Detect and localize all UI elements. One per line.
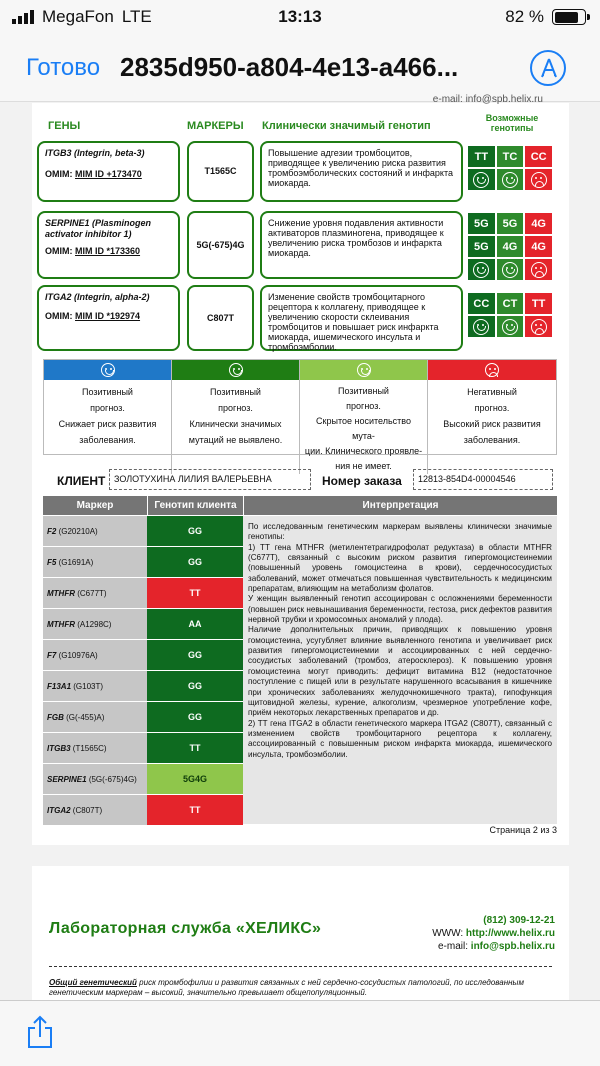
header-markers: МАРКЕРЫ xyxy=(187,120,244,132)
client-row xyxy=(43,468,557,492)
table-header-interpretation: Интерпретация xyxy=(244,496,557,515)
lab-contacts: (812) 309-12-21 WWW: http://www.helix.ru e-mail: info@spb.helix.ru xyxy=(432,915,555,952)
omim-link[interactable]: MIM ID *192974 xyxy=(75,311,141,321)
document-title: 2835d950-a804-4e13-a466... xyxy=(120,52,459,82)
marker-box: T1565C xyxy=(187,141,254,202)
order-number-field: 12813-854D4-00004546 xyxy=(413,469,553,490)
marker-box: 5G(-675)4G xyxy=(187,211,254,279)
gene-box-itga2: ITGA2 (Integrin, alpha-2) OMIM: MIM ID *192974 xyxy=(37,285,180,351)
sad-face-icon xyxy=(531,319,547,335)
table-row-genotype: GG xyxy=(147,547,243,578)
description-box: Снижение уровня подавления активности активаторов плазминогена, приводящее к увеличению риска тромбозов и инфаркта миокарда. xyxy=(260,211,463,279)
legend-col: Позитивный прогноз. Снижает риск развития заболевания. xyxy=(44,360,172,474)
document-page-2 xyxy=(32,94,569,845)
risk-summary: Общий генетический риск тромбофилии и развития связанных с ней сердечно-сосудистых патологий, по исследованным генетическим маркерам – высокий, значительно превышает общепопуляционный. xyxy=(49,978,524,997)
description-box: Повышение адгезии тромбоцитов, приводящее к увеличению риска развития тромбоэмболических состояний и инфаркта миокарда. xyxy=(260,141,463,202)
description-box: Изменение свойств тромбоцитарного рецептора к коллагену, приводящее к увеличению скорости склеивания тромбоцитов и повышает риск инфаркта миокарда, ишемического инсульта и тромбоэмболии. xyxy=(260,285,463,351)
table-row-marker: ITGA2 (C807T) xyxy=(43,795,147,826)
website-link[interactable]: http://www.helix.ru xyxy=(465,928,555,939)
omim-link[interactable]: MIM ID +173470 xyxy=(75,169,142,179)
order-label: Номер заказа xyxy=(322,474,402,488)
table-row-genotype: TT xyxy=(147,578,243,609)
legend-col: Позитивный прогноз. Скрытое носительство мута- ции. Клинического проявле- ния не имеет. xyxy=(300,360,428,474)
table-row-marker: F13A1 (G103T) xyxy=(43,671,147,702)
page-number: Страница 2 из 3 xyxy=(489,825,557,835)
lab-name: Лабораторная служба «ХЕЛИКС» xyxy=(49,920,322,937)
clock: 13:13 xyxy=(278,7,322,26)
done-button[interactable]: Готово xyxy=(26,54,101,81)
table-row-marker: SERPINE1 (5G(-675)4G) xyxy=(43,764,147,795)
table-row-marker: F5 (G1691A) xyxy=(43,547,147,578)
table-header-genotype: Генотип клиента xyxy=(148,496,243,515)
table-row-genotype: 5G4G xyxy=(147,764,243,795)
network-type: LTE xyxy=(121,7,152,26)
table-row-genotype: AA xyxy=(147,609,243,640)
client-label: КЛИЕНТ xyxy=(57,474,106,488)
share-icon[interactable] xyxy=(26,1015,54,1049)
table-row-genotype: GG xyxy=(147,640,243,671)
sad-face-icon xyxy=(531,172,547,188)
happy-face-icon xyxy=(473,172,489,188)
table-row-marker: MTHFR (A1298C) xyxy=(43,609,147,640)
legend-col: Позитивный прогноз. Клинически значимых мутаций не выявлено. xyxy=(172,360,300,474)
email-link[interactable]: info@spb.helix.ru xyxy=(470,941,555,952)
omim-link[interactable]: MIM ID *173360 xyxy=(75,246,141,256)
battery-percent: 82 % xyxy=(505,7,544,26)
happy-face-icon xyxy=(502,262,518,278)
genotype-grid: CC CT TT xyxy=(468,293,552,337)
gene-box-serpine1: SERPINE1 (Plasminogen activator inhibitor 1) OMIM: MIM ID *173360 xyxy=(37,211,180,279)
happy-face-icon xyxy=(229,363,243,377)
happy-face-icon xyxy=(473,262,489,278)
table-row-genotype: GG xyxy=(147,702,243,733)
header-possible-genotypes: Возможные генотипы xyxy=(485,113,539,133)
table-row-marker: ITGB3 (T1565C) xyxy=(43,733,147,764)
table-row-marker: F7 (G10976A) xyxy=(43,640,147,671)
gene-box-itgb3: ITGB3 (Integrin, beta-3) OMIM: MIM ID +173470 xyxy=(37,141,180,202)
table-row-genotype: GG xyxy=(147,516,243,547)
divider xyxy=(49,966,552,967)
marker-box: C807T xyxy=(187,285,254,351)
table-header-marker: Маркер xyxy=(43,496,147,515)
legend-col: Негативный прогноз. Высокий риск развития заболевания. xyxy=(428,360,556,474)
happy-face-icon xyxy=(502,319,518,335)
happy-face-icon xyxy=(473,319,489,335)
genotype-grid: 5G 5G 4G 5G 4G 4G xyxy=(468,213,552,280)
prognosis-legend xyxy=(43,359,557,471)
page-header-email: e-mail: info@spb.helix.ru xyxy=(432,94,543,105)
carrier-name: MegaFon xyxy=(42,7,114,26)
markup-icon[interactable] xyxy=(530,50,566,86)
bottom-toolbar xyxy=(0,1000,600,1066)
happy-face-icon xyxy=(101,363,115,377)
genotype-grid: TT TC CC xyxy=(468,146,552,190)
interpretation-text: По исследованным генетическим маркерам выявлены клинически значимые генотипы: 1) TT гена MTHFR (метилентетрагидрофолат редуктаза) в области MTHFR (C677T), связанный с высоким риском развития гипергомоцистеинемии (повышенный уровень гомоцистеина в крови), сердечнососудистых заболеваний, может отмечаться повышенная чувствительность к медицинским препаратам, влияющим на метаболизм фолатов. У женщин выявленный генотип ассоциирован с осложнениями беременности (повышен риск невынашивания беременности, гестоза, риск дефектов развития нервной трубки и хромосомных аномалий у плода). Наличие дополнительных причин, приводящих к повышению уровня гомоцистеина, усугубляет влияние выявленного генотипа и увеличивает риск развития гипергомоцистеинемии и ассоциированных с ней сердечно-сосудистых заболеваний (тромбоз, атеросклероз). К повышению уровня гомоцистеина могут приводить: дефицит витамина B12 (недостаточное поступление с пищей или в результате нарушенного всасывания в кишечнике при хронических заболеваниях желудочнокишечного тракта), гипофункция щитовидной железы, курение, алкоголизм, чрезмерное употребление кофе, приём некоторых лекарственных препаратов и др. 2) TT гена ITGA2 в области генетического маркера ITGA2 (C807T), связанный с изменением свойств тромбоцитарного рецептора к коллагену, ассоциированный с повышенным риском инфаркта миокарда, ишемического инсульта, тромбоэмболии. xyxy=(243,516,557,824)
table-row-genotype: TT xyxy=(147,733,243,764)
navigation-bar xyxy=(0,36,600,102)
happy-face-icon xyxy=(502,172,518,188)
table-row-marker: MTHFR (C677T) xyxy=(43,578,147,609)
header-genotype: Клинически значимый генотип xyxy=(262,120,431,132)
table-row-genotype: TT xyxy=(147,795,243,826)
status-bar xyxy=(0,0,600,36)
client-name-field: ЗОЛОТУХИНА ЛИЛИЯ ВАЛЕРЬЕВНА xyxy=(109,469,311,490)
header-genes: ГЕНЫ xyxy=(48,120,81,132)
table-row-marker: FGB (G(-455)A) xyxy=(43,702,147,733)
sad-face-icon xyxy=(485,363,499,377)
table-row-genotype: GG xyxy=(147,671,243,702)
phone-number: (812) 309-12-21 xyxy=(483,915,555,926)
sad-face-icon xyxy=(531,262,547,278)
table-row-marker: F2 (G20210A) xyxy=(43,516,147,547)
battery-icon xyxy=(552,9,586,25)
happy-face-icon xyxy=(357,363,371,377)
